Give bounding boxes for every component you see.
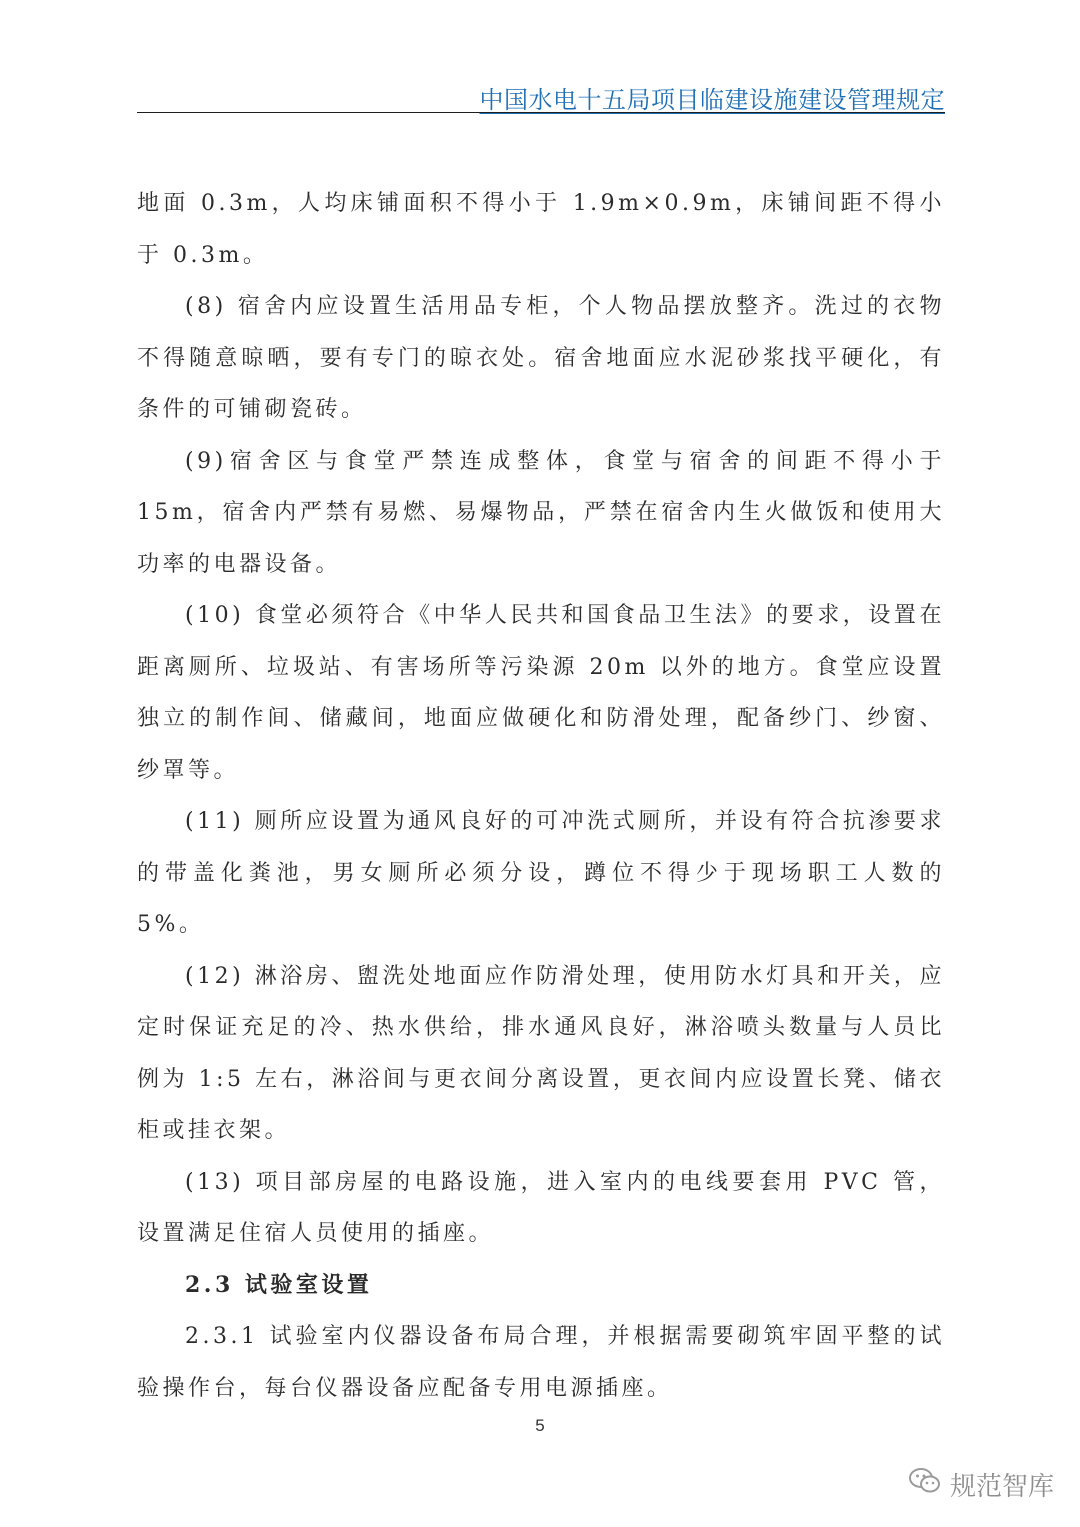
section-heading: 2.3 试验室设置 xyxy=(185,1271,373,1298)
paragraph-item-9: (9)宿舍区与食堂严禁连成整体，食堂与宿舍的间距不得小于 15m，宿舍内严禁有易燃、易爆物品，严禁在宿舍内生火做饭和使用大功率的电器设备。 xyxy=(137,448,945,577)
paragraph-item-13: (13) 项目部房屋的电路设施，进入室内的电线要套用 PVC 管，设置满足住宿人员使用的插座。 xyxy=(137,1169,945,1246)
watermark-text: 规范智库 xyxy=(949,1472,1054,1502)
paragraph-continuation: 地面 0.3m，人均床铺面积不得小于 1.9m×0.9m，床铺间距不得小于 0.3m。 xyxy=(137,191,945,268)
document-title: 中国水电十五局项目临建设施建设管理规定 xyxy=(479,86,945,114)
page-number: 5 xyxy=(535,1416,545,1435)
section-item-2-3-1: 2.3.1 试验室内仪器设备布局合理，并根据需要砌筑牢固平整的试验操作台，每台仪器设备应配备专用电源插座。 xyxy=(137,1324,945,1401)
page-header xyxy=(137,78,945,113)
paragraph-item-12: (12) 淋浴房、盥洗处地面应作防滑处理，使用防水灯具和开关，应定时保证充足的冷、热水供给，排水通风良好，淋浴喷头数量与人员比例为 1:5 左右，淋浴间与更衣间分离设置，更衣间内应设置长凳、储衣柜或挂衣架。 xyxy=(137,963,945,1143)
document-body xyxy=(137,178,945,1414)
watermark xyxy=(908,1466,1054,1503)
wechat-icon xyxy=(908,1466,942,1503)
paragraph-item-11: (11) 厕所应设置为通风良好的可冲洗式厕所，并设有符合抗渗要求的带盖化粪池，男女厕所必须分设，蹲位不得少于现场职工人数的 5%。 xyxy=(137,809,945,937)
paragraph-item-10: (10) 食堂必须符合《中华人民共和国食品卫生法》的要求，设置在距离厕所、垃圾站、有害场所等污染源 20m 以外的地方。食堂应设置独立的制作间、储藏间，地面应做硬化和防滑处理，配备纱门、纱窗、纱罩等。 xyxy=(137,603,945,783)
paragraph-item-8: (8) 宿舍内应设置生活用品专柜，个人物品摆放整齐。洗过的衣物不得随意晾晒，要有专门的晾衣处。宿舍地面应水泥砂浆找平硬化，有条件的可铺砌瓷砖。 xyxy=(137,294,945,422)
